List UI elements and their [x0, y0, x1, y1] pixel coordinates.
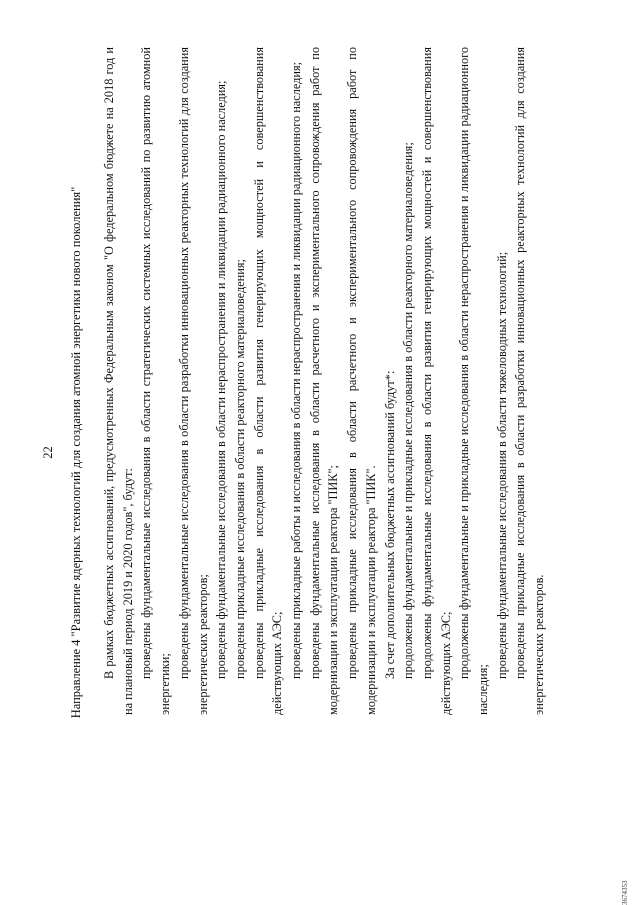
paragraph: проведены прикладные работы и исследования в области нераспространения и ликвидации радиационного наследия;: [289, 61, 304, 679]
paragraph: За счет дополнительных бюджетных ассигнований будут*:: [382, 370, 397, 679]
paragraph: проведены фундаментальные исследования в области разработки инновационных реакторных технологий для создания энергетических реакторов;: [176, 47, 210, 715]
page-number: 22: [41, 446, 55, 459]
paragraph: проведены прикладные исследования в области развития генерирующих мощностей и совершенствования действующих АЭС;: [251, 47, 285, 715]
paragraph: проведены фундаментальные исследования в области стратегических системных исследований по развитию атомной энергетики;: [139, 47, 173, 715]
paragraph: проведены прикладные исследования в области разработки инновационных реакторных технологий для создания энергетических реакторов.: [513, 47, 547, 715]
paragraph: В рамках бюджетных ассигнований, предусмотренных Федеральным законом "О федеральном бюджете на 2018 год и на плановый период 2019 и 2020 годов", будут:: [102, 47, 135, 715]
paragraph: продолжены фундаментальные и прикладные исследования в области нераспространения и ликвидации радиационного наследия;: [457, 47, 491, 715]
paragraph: проведены фундаментальные исследования в области расчетного и экспериментального сопровождения работ по модернизации и эксплуатации реактора "ПИК";: [307, 47, 341, 715]
paragraph: проведены прикладные исследования в области реакторного материаловедения;: [232, 259, 247, 679]
paragraph: продолжены фундаментальные и прикладные исследования в области реакторного материаловедения;: [401, 142, 416, 679]
section-heading: Направление 4 "Развитие ядерных технологий для создания атомной энергетики нового поколения": [69, 186, 83, 719]
paragraph: проведены прикладные исследования в области расчетного и экспериментального сопровождения работ по модернизации и эксплуатации реактора "ПИК".: [345, 47, 378, 715]
document-id: 3674353: [621, 880, 629, 905]
document-body: [100, 47, 549, 715]
paragraph: проведены фундаментальные исследования в области тяжеловодных технологий;: [494, 251, 509, 679]
paragraph: проведены фундаментальные исследования в области нераспространения и ликвидации радиационного наследия;: [214, 80, 229, 679]
paragraph: продолжены фундаментальные исследования в области развития генерирующих мощностей и совершенствования действующих АЭС;: [419, 47, 453, 715]
